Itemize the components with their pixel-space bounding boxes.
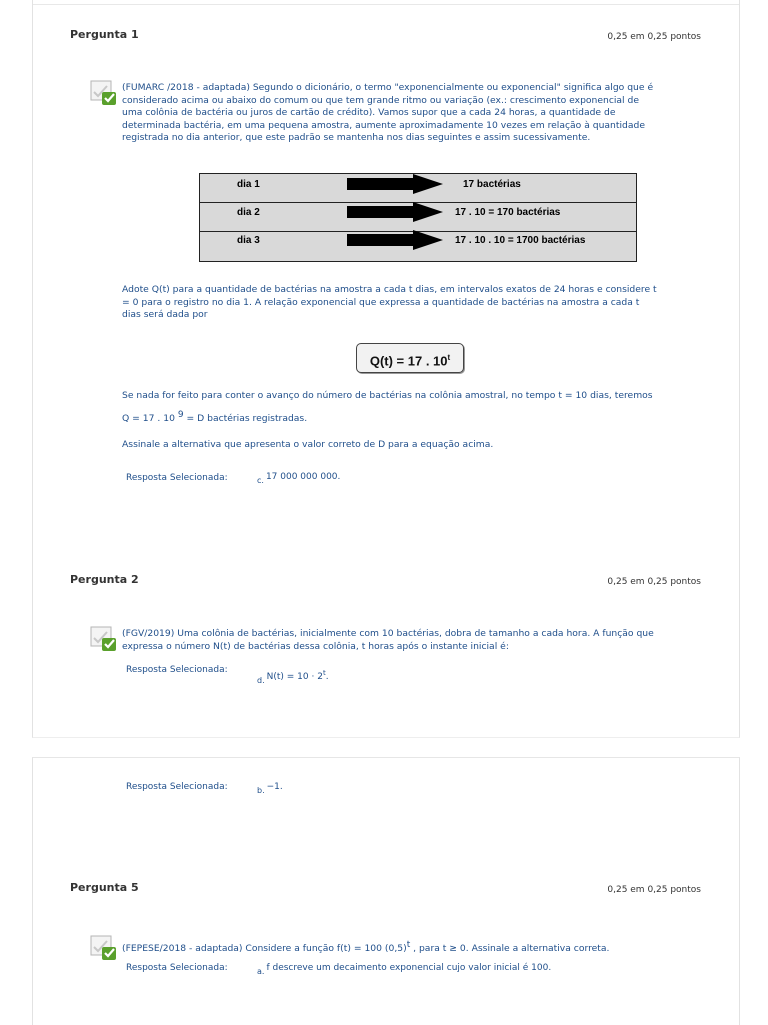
selected-answer-label: Resposta Selecionada: <box>126 782 228 792</box>
selected-answer-label: Resposta Selecionada: <box>126 665 228 675</box>
question-2-title: Pergunta 2 <box>70 573 139 586</box>
question-1-statement <box>122 82 653 145</box>
question-5-title: Pergunta 5 <box>70 881 139 894</box>
statement-line: Se nada for feito para conter o avanço do número de bactérias na colônia amostral, no tempo t = 10 dias, teremos <box>122 390 653 401</box>
table-day-3: dia 3 <box>237 235 260 246</box>
statement-line: (FUMARC /2018 - adaptada) Segundo o dicionário, o termo "exponencialmente ou exponencial" significa algo que é <box>122 82 654 93</box>
question-5-points: 0,25 em 0,25 pontos <box>607 885 701 895</box>
table-value-1: 17 bactérias <box>463 179 521 190</box>
question-2-statement <box>122 628 654 653</box>
statement-line: = 0 para o registro no dia 1. A relação exponencial que expressa a quantidade de bactérias na amostra a cada t <box>122 296 640 308</box>
question-panel-bottom <box>32 757 740 1025</box>
selected-answer-label: Resposta Selecionada: <box>126 473 228 483</box>
table-value-2: 17 . 10 = 170 bactérias <box>455 207 561 218</box>
question-5-statement <box>122 939 609 956</box>
statement-line: Adote Q(t) para a quantidade de bactérias na amostra a cada t dias, em intervalos exatos de 24 horas e considere t <box>122 284 657 295</box>
statement-line: uma colônia de bactéria ou juros de cartão de crédito). Vamos supor que a cada 24 horas, a quantidade de <box>122 107 616 119</box>
statement-exponent: t <box>406 940 411 950</box>
table-day-2: dia 2 <box>237 207 260 218</box>
statement-line: considerado acima ou abaixo do comum ou que tem grande ritmo ou variação (ex.: crescimento exponencial de <box>122 94 640 106</box>
answer-text: f descreve um decaimento exponencial cujo valor inicial é 100. <box>266 963 552 973</box>
statement-line: (FGV/2019) Uma colônia de bactérias, inicialmente com 10 bactérias, dobra de tamanho a cada hora. A função que <box>122 628 654 639</box>
statement-line: expressa o número N(t) de bactérias dessa colônia, t horas após o instante inicial é: <box>122 640 509 652</box>
statement-line: dias será dada por <box>122 309 208 321</box>
question-panel-top <box>32 0 740 738</box>
bacteria-growth-table <box>199 173 637 262</box>
answer-letter: c. <box>257 476 264 485</box>
correct-answer-check-icon <box>90 626 118 652</box>
answer-end: . <box>325 672 329 682</box>
selected-answer-value <box>257 963 552 976</box>
answer-text: 17 000 000 000. <box>265 472 341 482</box>
question-1-condition <box>122 390 653 425</box>
question-1-adopt-text <box>122 284 657 322</box>
statement-line: registrada no dia anterior, que este padrão se mantenha nos dias seguintes e assim sucessivamente. <box>122 132 591 144</box>
statement-line: determinada bactéria, em uma pequena amostra, aumente aproximadamente 10 vezes em relação à quantidade <box>122 119 645 131</box>
condition-exponent: 9 <box>177 409 184 420</box>
answer-letter: b. <box>257 786 265 795</box>
statement-part: (FEPESE/2018 - adaptada) Considere a função f(t) = 100 (0,5) <box>122 943 407 955</box>
condition-part: = D bactérias registradas. <box>183 412 308 424</box>
statement-part: , para t ≥ 0. Assinale a alternativa correta. <box>410 943 610 955</box>
question-1-points: 0,25 em 0,25 pontos <box>607 32 701 42</box>
table-day-1: dia 1 <box>237 179 260 190</box>
answer-letter: d. <box>257 676 265 685</box>
selected-answer-value <box>257 782 283 795</box>
question-1-title: Pergunta 1 <box>70 28 139 41</box>
formula-base: Q(t) = 17 . 10 <box>369 353 448 369</box>
answer-exponent: t <box>322 669 326 677</box>
formula-exponent: t <box>447 353 451 362</box>
divider <box>33 4 739 5</box>
condition-part: Q = 17 . 10 <box>122 412 178 424</box>
answer-text: −1. <box>266 782 283 792</box>
correct-answer-check-icon <box>90 935 118 961</box>
table-value-3: 17 . 10 . 10 = 1700 bactérias <box>455 235 586 246</box>
statement-line <box>122 409 653 426</box>
answer-text: N(t) = 10 · 2 <box>266 672 323 682</box>
correct-answer-check-icon <box>90 80 118 106</box>
question-1-ask: Assinale a alternativa que apresenta o valor correto de D para a equação acima. <box>122 439 494 450</box>
selected-answer-value <box>257 472 341 485</box>
selected-answer-label: Resposta Selecionada: <box>126 963 228 973</box>
formula-box <box>356 343 464 373</box>
answer-letter: a. <box>257 967 265 976</box>
selected-answer-value <box>257 669 329 685</box>
question-2-points: 0,25 em 0,25 pontos <box>607 577 701 587</box>
